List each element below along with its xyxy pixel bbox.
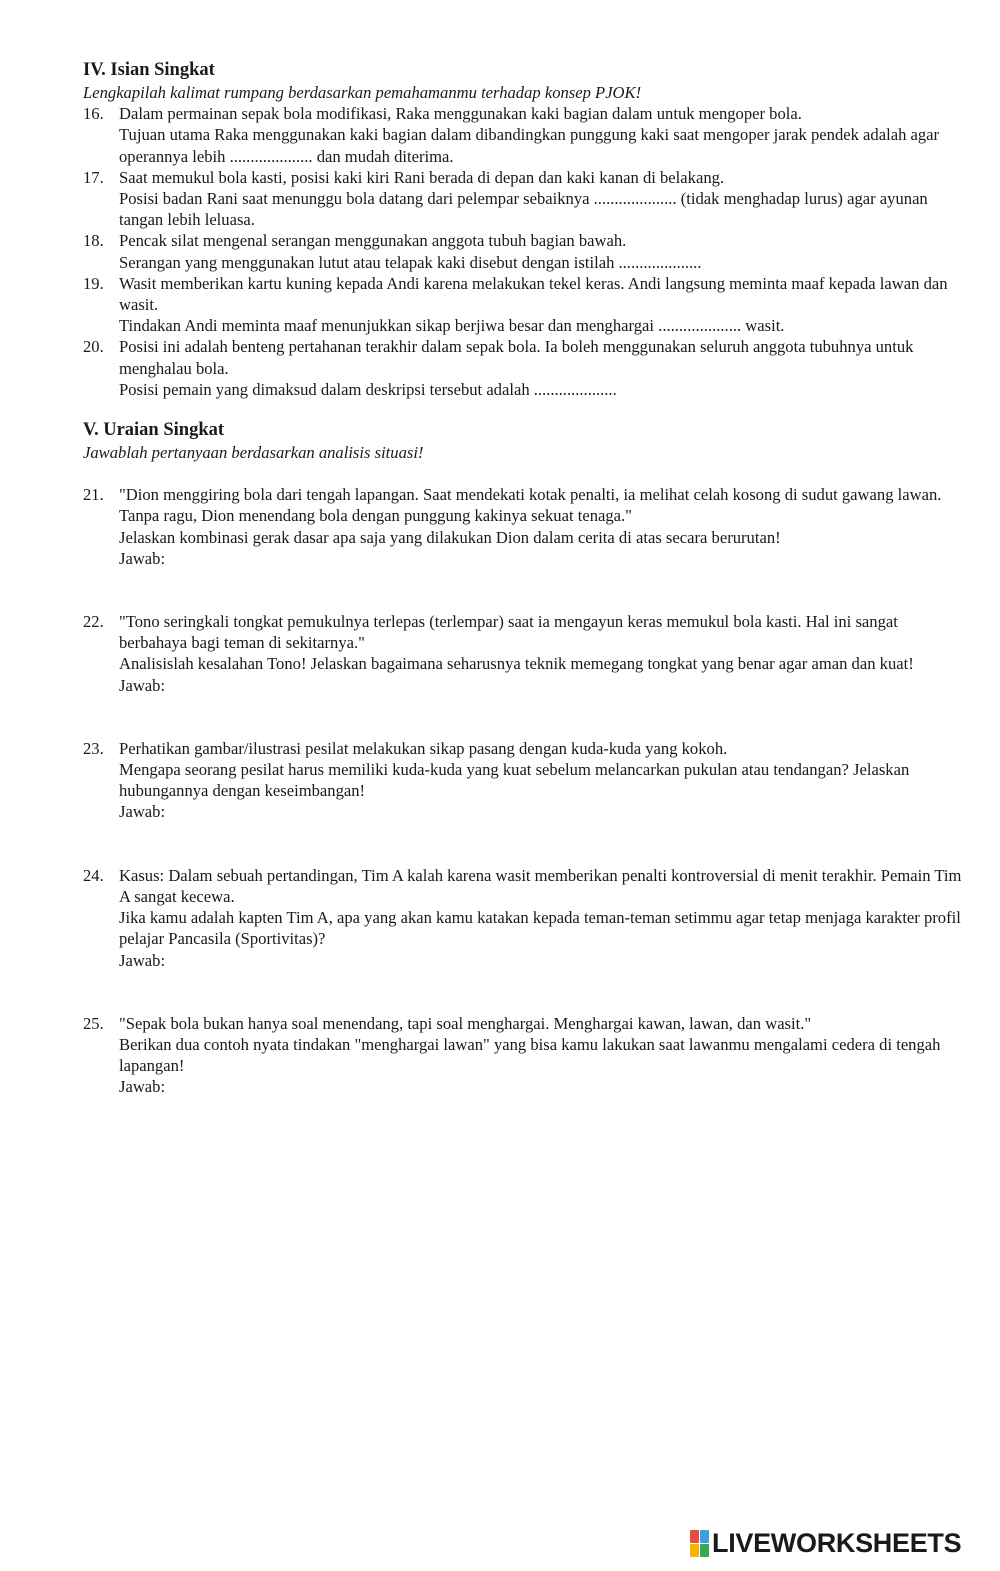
question-line: Jelaskan kombinasi gerak dasar apa saja yang dilakukan Dion dalam cerita di atas secara berurutan! — [119, 527, 781, 547]
question-line: Tindakan Andi meminta maaf menunjukkan sikap berjiwa besar dan menghargai .................... wasit. — [119, 316, 785, 336]
question-line: Mengapa seorang pesilat harus memiliki kuda-kuda yang kuat sebelum melancarkan pukulan atau tendangan? Jelaskan hubungannya dengan keseimbangan! — [119, 760, 910, 801]
question-line: Posisi badan Rani saat menunggu bola datang dari pelempar sebaiknya .................... (tidak menghadap lurus) agar ayunan tangan lebih leluasa. — [119, 189, 928, 230]
question-number: 23. — [83, 738, 104, 758]
worksheet-page — [83, 58, 963, 1098]
answer-label: Jawab: — [119, 675, 166, 695]
question-line: "Dion menggiring bola dari tengah lapangan. Saat mendekati kotak penalti, ia melihat celah kosong di sudut gawang lawan. Tanpa ragu, Dion menendang bola dengan punggung kakinya sekuat tenaga." — [119, 485, 942, 526]
question-line: Analisislah kesalahan Tono! Jelaskan bagaimana seharusnya teknik memegang tongkat yang benar agar aman dan kuat! — [119, 654, 914, 674]
question-line: "Tono seringkali tongkat pemukulnya terlepas (terlempar) saat ia mengayun keras memukul bola kasti. Hal ini sangat berbahaya bagi teman di sekitarnya." — [119, 612, 898, 653]
question-22 — [83, 611, 963, 696]
question-number: 16. — [83, 104, 104, 124]
question-line: Kasus: Dalam sebuah pertandingan, Tim A kalah karena wasit memberikan penalti kontroversial di menit terakhir. Pemain Tim A sangat kecewa. — [119, 865, 962, 906]
section-title: V. Uraian Singkat — [83, 420, 225, 441]
question-16 — [83, 103, 963, 167]
question-line: Posisi pemain yang dimaksud dalam deskripsi tersebut adalah .................... — [119, 379, 617, 399]
question-number: 17. — [83, 167, 104, 187]
question-line: Tujuan utama Raka menggunakan kaki bagian dalam dibandingkan punggung kaki saat mengoper jarak pendek adalah agar operannya lebih .................... dan mudah diterima. — [119, 125, 940, 166]
question-number: 24. — [83, 865, 104, 885]
question-number: 18. — [83, 231, 104, 251]
section-uraian-singkat — [83, 418, 963, 1097]
question-18 — [83, 230, 963, 272]
logo-square-icon — [700, 1530, 709, 1543]
question-number: 20. — [83, 337, 104, 357]
question-number: 21. — [83, 485, 104, 505]
section-instruction: Jawablah pertanyaan berdasarkan analisis situasi! — [83, 443, 424, 463]
question-20 — [83, 336, 963, 400]
question-24 — [83, 865, 963, 971]
section-title: IV. Isian Singkat — [83, 60, 215, 80]
liveworksheets-logo — [690, 1528, 990, 1558]
question-line: "Sepak bola bukan hanya soal menendang, tapi soal menghargai. Menghargai kawan, lawan, dan wasit." — [119, 1013, 812, 1033]
question-line: Serangan yang menggunakan lutut atau telapak kaki disebut dengan istilah .................... — [119, 252, 702, 272]
question-number: 19. — [83, 273, 104, 293]
liveworksheets-logo-icon — [690, 1530, 708, 1556]
question-21 — [83, 484, 963, 569]
question-19 — [83, 273, 963, 337]
question-line: Berikan dua contoh nyata tindakan "menghargai lawan" yang bisa kamu lakukan saat lawanmu mengalami cedera di tengah lapangan! — [119, 1034, 941, 1076]
answer-label: Jawab: — [119, 802, 166, 822]
answer-label: Jawab: — [119, 1077, 166, 1097]
question-line: Posisi ini adalah benteng pertahanan terakhir dalam sepak bola. Ia boleh menggunakan seluruh anggota tubuhnya untuk menghalau bola. — [119, 337, 914, 378]
question-line: Jika kamu adalah kapten Tim A, apa yang akan kamu katakan kepada teman-teman setimmu agar tetap menjaga karakter profil pelajar Pancasila (Sportivitas)? — [119, 908, 961, 949]
logo-text: LIVEWORKSHEETS — [712, 1527, 962, 1558]
question-line: Wasit memberikan kartu kuning kepada Andi karena melakukan tekel keras. Andi langsung meminta maaf kepada lawan dan wasit. — [119, 273, 948, 315]
question-23 — [83, 738, 963, 823]
logo-square-icon — [700, 1544, 709, 1557]
question-line: Perhatikan gambar/ilustrasi pesilat melakukan sikap pasang dengan kuda-kuda yang kokoh. — [119, 738, 728, 758]
question-17 — [83, 167, 963, 231]
question-number: 25. — [83, 1013, 104, 1033]
answer-label: Jawab: — [119, 950, 166, 970]
logo-square-icon — [690, 1544, 699, 1557]
answer-label: Jawab: — [119, 548, 166, 568]
section-instruction: Lengkapilah kalimat rumpang berdasarkan pemahamanmu terhadap konsep PJOK! — [83, 83, 642, 102]
logo-square-icon — [690, 1530, 699, 1543]
question-line: Dalam permainan sepak bola modifikasi, Raka menggunakan kaki bagian dalam untuk mengoper bola. — [119, 104, 802, 124]
question-25 — [83, 1013, 963, 1098]
question-line: Saat memukul bola kasti, posisi kaki kiri Rani berada di depan dan kaki kanan di belakang. — [119, 167, 725, 187]
section-isian-singkat — [83, 58, 963, 400]
question-line: Pencak silat mengenal serangan menggunakan anggota tubuh bagian bawah. — [119, 231, 627, 251]
question-number: 22. — [83, 612, 104, 632]
